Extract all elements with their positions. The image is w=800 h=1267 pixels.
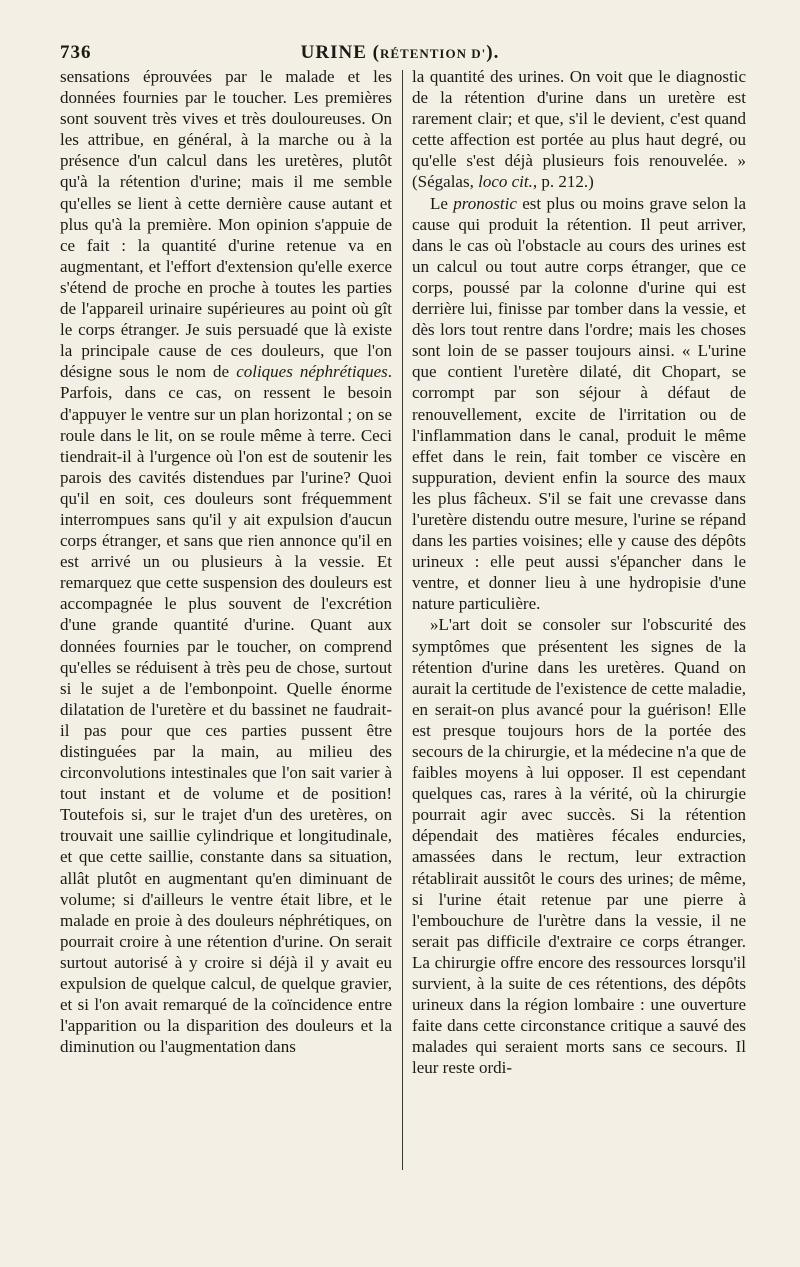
running-title [60,42,740,64]
left-p1-text: sensations éprouvées par le malade et les données fournies par le toucher. Les premières sont souvent très vives et très douloureuses. On les attribue, en général, à la marche ou à la présence d'un calcul dans les uretères, plutôt qu'à la rétention d'urine; mais il me semble qu'elles se lient à cette dernière cause autant et plus qu'à la première. Mon opinion s'appuie de ce fait : la quantité d'urine retenue va en augmentant, et l'effort d'extension qu'elle exerce s'étend de proche en proche à toutes les parties de l'appareil urinaire supérieures au point où gît le corps étranger. Je suis persuadé que là existe la principale cause de ces douleurs, que l'on désigne sous le nom de [60,67,392,382]
column-divider [402,70,403,1170]
right-paragraph-3: »L'art doit se consoler sur l'obscurité des symptômes que présentent les signes de la rétention d'urine dans les uretères. Quand on aurait la certitude de l'existence de cette maladie, en serait-on plus avancé pour la guérison! Elle est presque toujours hors de la portée des secours de la chirurgie, et la médecine n'a que de faibles moyens à lui opposer. Il est cependant quelques cas, rares à la vérité, où la chirurgie pourrait agir avec succès. Si la rétention dépendait des matières fécales endurcies, amassées dans le rectum, leur extraction rétablirait aussitôt le cours des urines; de même, si l'urine était retenue par une pierre à l'embouchure de l'urètre dans la vessie, il ne serait pas difficile d'extraire ce corps étranger. La chirurgie offre encore des ressources lorsqu'il survient, à la suite de ces rétentions, des dépôts urineux dans la région lombaire : une ouverture faite dans cette circonstance critique a sauvé des malades qui seraient morts sans ce secours. Il leur reste ordi- [412,615,746,1078]
running-header [60,42,740,66]
left-p1-end: . Parfois, dans ce cas, on ressent le besoin d'appuyer le ventre sur un plan horizontal ; on se roule dans le lit, on se roule même à terre. Ceci tiendrait-il à l'urgence où l'on est de soutenir les parois des cavités distendues par l'urine? Quoi qu'il en soit, ces douleurs sont fréquemment interrompues sans qu'il y ait expulsion d'aucun corps étranger, et sans que rien annonce qu'il en est arrivé un ou plusieurs à la vessie. Et remarquez que cette suspension des douleurs est accompagnée le plus souvent de l'excrétion d'une grande quantité d'urine. Quant aux données fournies par le toucher, on comprend qu'elles se réduisent à très peu de chose, surtout si le sujet a de l'embonpoint. Quelle énorme dilatation de l'uretère et du bassinet ne faudrait-il pas pour que ces parties pussent être distinguées par la main, au milieu des circonvolutions intestinales que l'on sait varier à tout instant et de volume et de position! Toutefois si, sur le trajet d'un des uretères, on trouvait une saillie cylindrique et longitudinale, et que cette saillie, constante dans sa situation, allât plutôt en augmentant qu'en diminuant de volume; si d'ailleurs le ventre était libre, et le malade en proie à des douleurs néphrétiques, on pourrait croire à une rétention d'urine. On serait surtout autorisé à y croire si déjà il y avait eu expulsion de quelque calcul, de quelque gravier, et si l'on avait remarqué de la coïncidence entre l'apparition ou la disparition des douleurs et la diminution ou l'augmentation dans [60,362,393,1057]
right-p2-start: Le [430,193,454,213]
right-paragraph-1 [412,66,746,193]
left-paragraph-1 [60,66,392,1057]
right-column [412,66,746,1079]
right-p2-emphasis: pronostic [453,193,517,213]
title-sub: RÉTENTION D' [379,46,487,61]
right-p2-text: est plus ou moins grave selon la cause qui produit la rétention. Il peut arriver, dans le cas où l'obstacle au cours des urines est un calcul ou tout autre corps étranger, que ce corps, poussé par la colonne d'urine qui est derrière lui, finisse par tomber dans la vessie, et dès lors tout rentre dans l'ordre; mais les choses sont loin de se passer toujours ainsi. « L'urine que contient l'uretère dilaté, dit Chopart, se corrompt par son séjour à défaut de renouvellement, excite de l'irritation ou de l'inflammation dans le canal, produit le même effet dans le rein, fait tomber ce viscère en suppuration, devient enfin la source des maux les plus fâcheux. S'il se fait une crevasse dans l'uretère distendu outre mesure, l'urine se répand dans les parties voisines; elle y cause des dépôts urineux : elle peut aussi s'épancher dans le ventre, et donner lieu à une hydropisie d'une nature particulière. [412,193,746,614]
right-p1-text: la quantité des urines. On voit que le diagnostic de la rétention d'urine dans un uretère est rarement clair; et que, s'il le devient, c'est quand cette affection est portée au plus haut degré, ou qu'elle s'est déjà plusieurs fois renouvelée. » (Ségalas, [412,67,746,192]
left-column [60,66,392,1057]
title-main: URINE [300,42,367,63]
title-open: ( [366,42,380,63]
page-number: 736 [60,42,92,63]
right-paragraph-2 [412,193,746,615]
right-p1-emphasis: loco cit. [478,172,533,192]
left-p1-emphasis: coliques néphrétiques [236,362,388,382]
title-close: ). [486,42,500,63]
right-p1-end: , p. 212.) [532,172,594,192]
